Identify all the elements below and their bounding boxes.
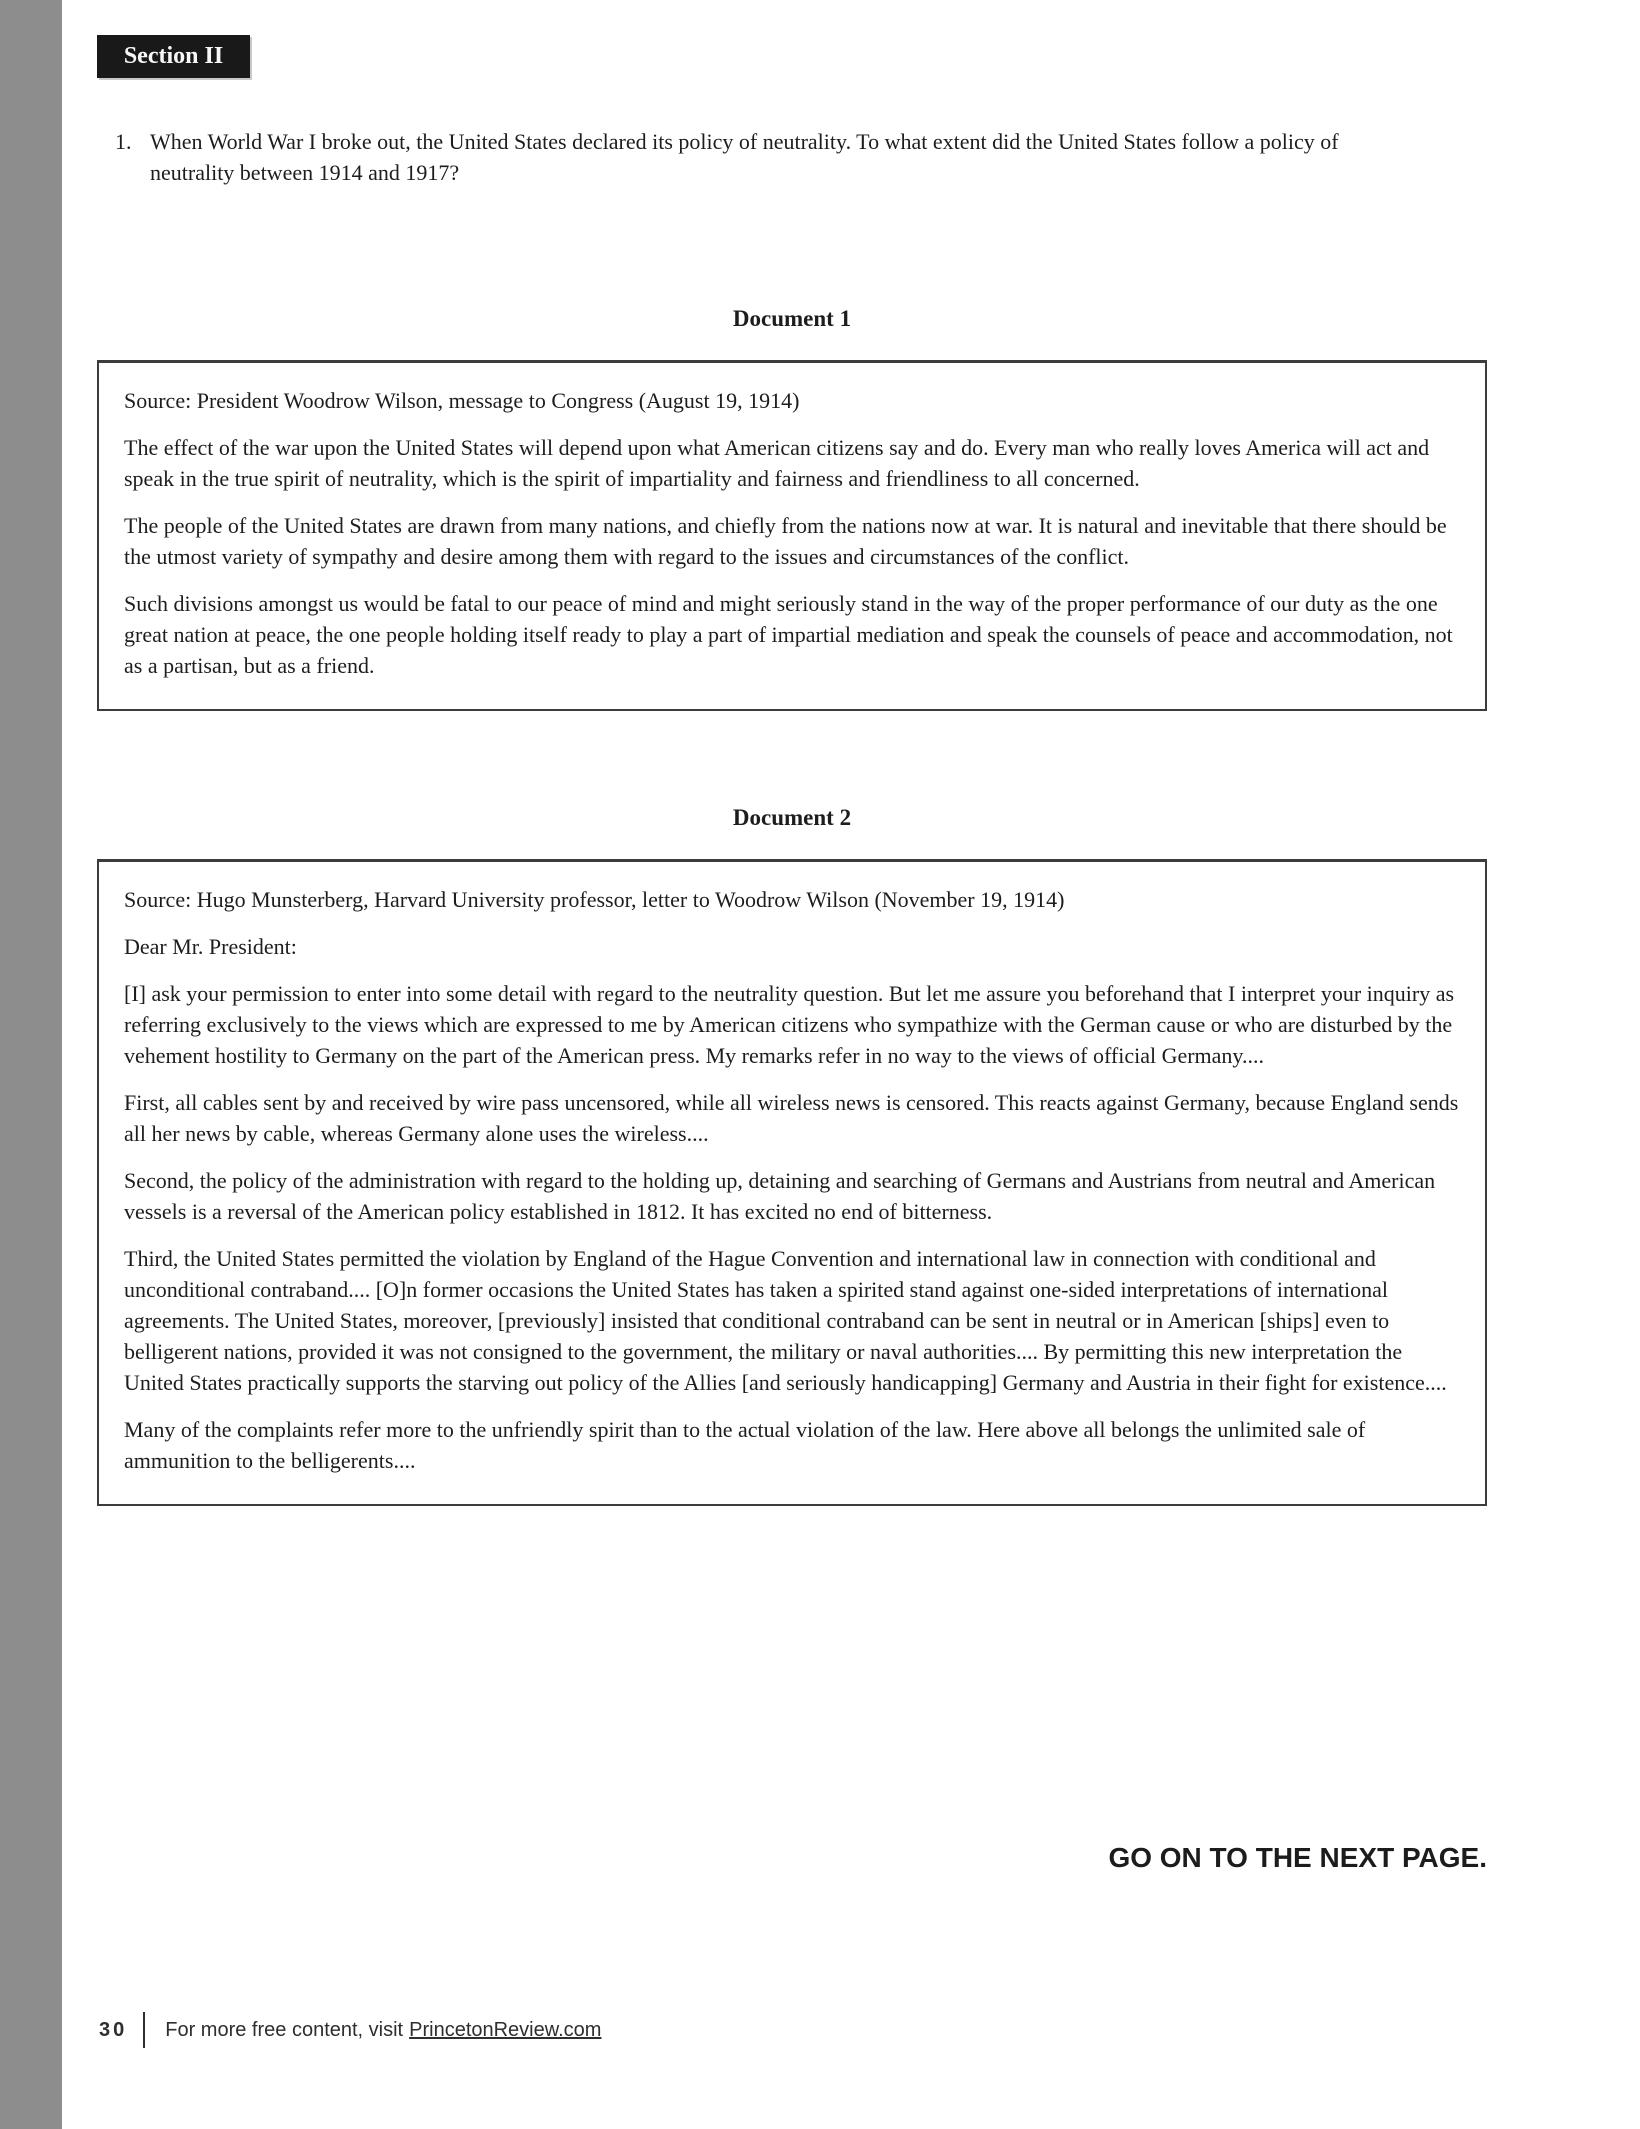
document-2-title: Document 2 [732,805,852,830]
document-2-salutation: Dear Mr. President: [124,934,297,959]
document-1-source: Source: President Woodrow Wilson, message to Congress (August 19, 1914) [124,388,800,413]
document-1-paragraph-1: The effect of the war upon the United States will depend upon what American citizens say and do. Every man who really loves America will act and speak in the true spirit of neutrality, which is the spirit of impartiality and fairness and friendliness to all concerned. [124,435,1430,491]
question-number: 1. [115,129,132,154]
document-2-box [97,859,1487,1506]
page-number: 30 [99,2018,128,2041]
document-2-paragraph-2: First, all cables sent by and received by wire pass uncensored, while all wireless news is censored. This reacts against Germany, because England sends all her news by cable, whereas Germany alone uses the wireless.... [124,1090,1459,1146]
footer-link[interactable]: PrincetonReview.com [409,2018,602,2041]
document-1-paragraph-2: The people of the United States are drawn from many nations, and chiefly from the nations now at war. It is natural and inevitable that there should be the utmost variety of sympathy and desire among them with regard to the issues and circumstances of the conflict. [124,513,1447,569]
footer-text: For more free content, visit [165,2018,404,2041]
document-2-paragraph-5: Many of the complaints refer more to the unfriendly spirit than to the actual violation of the law. Here above all belongs the unlimited sale of ammunition to the belligerents.... [124,1417,1366,1473]
question-text: When World War I broke out, the United States declared its policy of neutrality. To what extent did the United States follow a policy of neutrality between 1914 and 1917? [150,129,1339,185]
section-label: Section II [97,35,250,78]
go-on-instruction: GO ON TO THE NEXT PAGE. [1108,1842,1487,1873]
document-1-box [97,360,1487,711]
document-2-paragraph-1: [I] ask your permission to enter into some detail with regard to the neutrality question. But let me assure you beforehand that I interpret your inquiry as referring exclusively to the views which are expressed to me by American citizens who sympathize with the German cause or who are disturbed by the vehement hostility to Germany on the part of the American press. My remarks refer in no way to the views of official Germany.... [124,981,1455,1068]
question-1 [97,126,1487,188]
document-1-paragraph-3: Such divisions amongst us would be fatal to our peace of mind and might seriously stand in the way of the proper performance of our duty as the one great nation at peace, the one people holding itself ready to play a part of impartial mediation and speak the counsels of peace and accommodation, not as a partisan, but as a friend. [124,591,1453,678]
document-1-title: Document 1 [732,306,852,331]
document-2-paragraph-4: Third, the United States permitted the violation by England of the Hague Convention and international law in connection with conditional and unconditional contraband.... [O]n former occasions the United States has taken a spirited stand against one-sided interpretations of international agreements. The United States, moreover, [previously] insisted that conditional contraband can be sent in neutral or in American [ships] even to belligerent nations, provided it was not consigned to the government, the military or naval authorities.... By permitting this new interpretation the United States practically supports the starving out policy of the Allies [and seriously handicapping] Germany and Austria in their fight for existence.... [124,1246,1447,1395]
left-margin-bar [0,0,62,2129]
document-2-paragraph-3: Second, the policy of the administration with regard to the holding up, detaining and searching of Germans and Austrians from neutral and American vessels is a reversal of the American policy established in 1812. It has excited no end of bitterness. [124,1168,1436,1224]
page-content [97,0,1487,1506]
footer-divider [143,2012,145,2048]
document-2-source: Source: Hugo Munsterberg, Harvard University professor, letter to Woodrow Wilson (November 19, 1914) [124,887,1065,912]
page-footer [99,2008,601,2052]
